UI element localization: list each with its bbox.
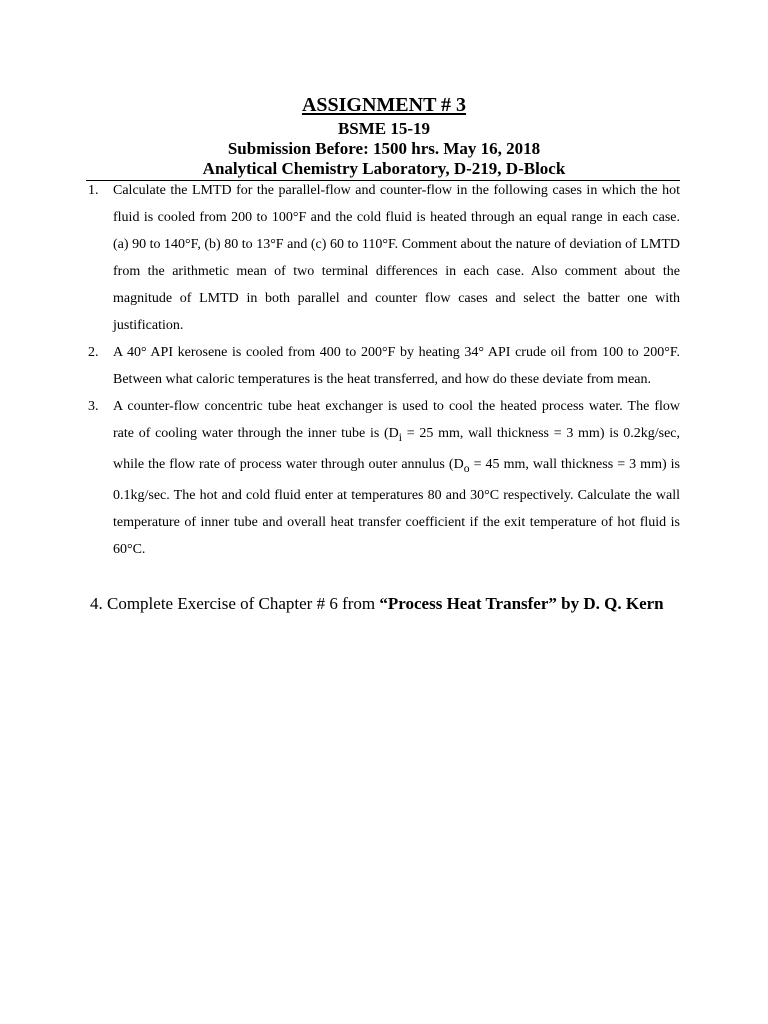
question-text: Calculate the LMTD for the parallel-flow and counter-flow in the following cases in which the hot fluid is cooled from 200 to 100°F and the cold fluid is heated through an equal range in each case. (a) 90 to 140°F, (b) 80 to 13°F and (c) 60 to 110°F. Comment about the nature of deviation of LMTD from the arithmetic mean of two terminal differences in each case. Also comment about the magnitude of LMTD in both parallel and counter flow cases and select the batter one with justification.	[113, 183, 680, 333]
question-text	[113, 393, 680, 563]
question-number: 2.	[88, 345, 99, 360]
question-number: 3.	[88, 399, 99, 414]
batch-label: BSME 15-19	[337, 119, 431, 138]
question-text-part: = 45 mm, wall thickness = 3 mm) is 0.1kg/sec. The hot and cold fluid enter at temperatures 80 and 30°C respectively. Calculate the wall temperature of inner tube and overall heat transfer coefficient if the exit temperature of hot fluid is 60°C.	[113, 456, 681, 557]
question-text-part: A counter-flow concentric tube heat exchanger is used to cool the heated process water. The flow rate of cooling water through the inner tube is (D	[113, 399, 680, 441]
question-text-part: = 25 mm, wall thickness = 3 mm) is 0.2kg/sec, while the flow rate of process water through outer annulus (D	[113, 426, 681, 472]
question-item-3	[86, 393, 680, 563]
final-task-prefix: 4. Complete Exercise of Chapter # 6 from	[90, 594, 380, 613]
outer-diameter-subscript: o	[463, 461, 470, 475]
page-title: ASSIGNMENT # 3	[301, 94, 467, 116]
question-number: 1.	[88, 183, 99, 198]
question-list	[86, 177, 680, 563]
inner-diameter-subscript: i	[398, 430, 403, 444]
book-reference: “Process Heat Transfer” by D. Q. Kern	[379, 594, 664, 613]
submission-deadline: Submission Before: 1500 hrs. May 16, 2018	[227, 139, 541, 158]
question-item-1	[86, 177, 680, 339]
lab-location: Analytical Chemistry Laboratory, D-219, D-Block	[202, 159, 566, 178]
final-task	[90, 594, 690, 614]
question-item-2	[86, 339, 680, 393]
question-text: A 40° API kerosene is cooled from 400 to 200°F by heating 34° API crude oil from 100 to 200°F. Between what caloric temperatures is the heat transferred, and how do these deviate from mean.	[113, 345, 680, 387]
